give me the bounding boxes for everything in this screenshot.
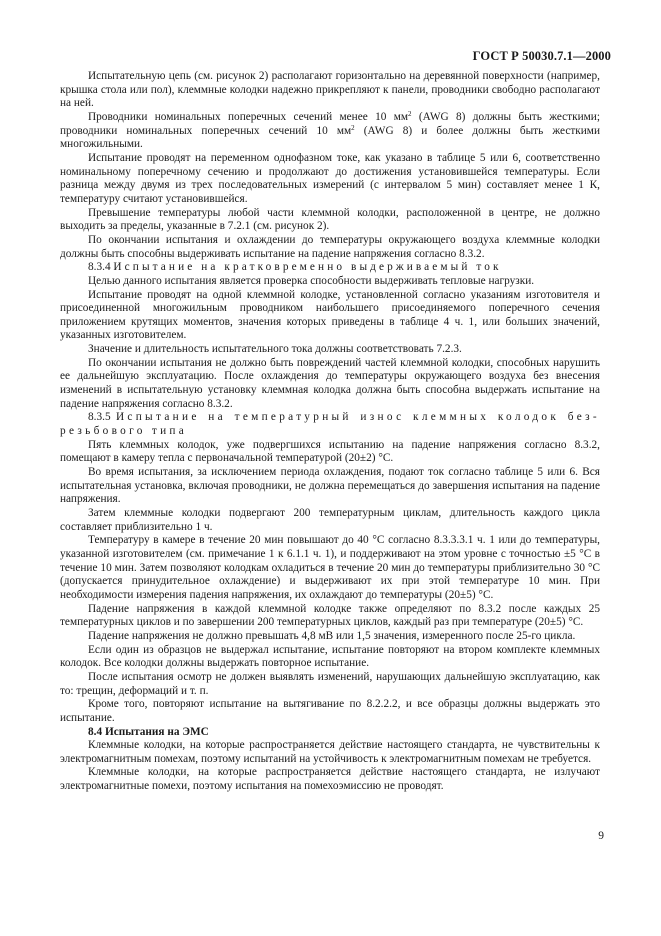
paragraph: Если один из образцов не выдержал испытание, испытание повторяют на втором комплекте клеммных колодок. Все колодки должны выдержать повторное испытание. <box>60 643 600 670</box>
section-title: Испытание на кратковременно выдерживаемый ток <box>113 261 502 274</box>
paragraph: Значение и длительность испытательного тока должны соответствовать 7.2.3. <box>88 343 462 356</box>
paragraph: Клеммные колодки, на которые распространяется действие настоящего стандарта, не излучают электромагнитные помехи, поэтому испытания на помехоэмиссию не проводят. <box>60 766 600 793</box>
superscript: 2 <box>408 109 412 118</box>
document-header: ГОСТ Р 50030.7.1—2000 <box>472 49 611 63</box>
paragraph: По окончании испытания и охлаждении до температуры окружающего воздуха клеммные колодки должны быть способны выдерживать испытание на падение напряжения согласно 8.3.2. <box>60 233 600 260</box>
section-title: резьбового типа <box>60 425 188 438</box>
section-heading-8-3-5 <box>60 411 600 425</box>
paragraph <box>60 111 600 152</box>
text-run: Проводники номинальных поперечных сечений менее 10 мм <box>88 110 409 123</box>
paragraph: Испытательную цепь (см. рисунок 2) располагают горизонтально на деревянной поверхности (например, крышка стола или пол), клеммные колодки надежно прикрепляют к панели, проводники свободно располагают на ней. <box>60 70 600 110</box>
paragraph: По окончании испытания не должно быть повреждений частей клеммной колодки, способных нарушить ее дальнейшую эксплуатацию. После охлаждения до температуры окружающего воздуха без внесения изменений в испытательную установку клеммная колодка должна быть способна выдержать испытание на падение напряжения согласно 8.3.2. <box>60 356 600 410</box>
page-number: 9 <box>598 830 604 842</box>
paragraph: Затем клеммные колодки подвергают 200 температурным циклам, длительность каждого цикла составляет приблизительно 1 ч. <box>60 507 600 533</box>
paragraph: Испытание проводят на переменном однофазном токе, как указано в таблице 5 или 6, соответственно номинальному поперечному сечению и продолжают до достижения установившейся температуры. Если разница между двумя из трех последовательных измерений (с интервалом 5 мин) составляет менее 1 К, температуру считают установившейся. <box>60 151 600 205</box>
paragraph: Температуру в камере в течение 20 мин повышают до 40 °С согласно 8.3.3.3.1 ч. 1 или до температуры, указанной изготовителем (см. примечание 1 к 6.1.1 ч. 1), и поддерживают на этом уровне с точностью ±5 °С в течение 10 мин. Затем позволяют колодкам охладиться в течение 20 мин до температуры приблизительно 30 °С (допускается принудительное охлаждение) и выдерживают их при этой температуре 10 мин. При необходимости измерения падения напряжения, их охлаждают до температуры (20±5) °С. <box>60 534 600 601</box>
section-number: 8.3.5 <box>88 411 116 424</box>
section-title-continuation <box>60 425 600 439</box>
paragraph: Испытание проводят на одной клеммной колодке, установленной согласно указаниям изготовителя и присоединенной многожильным проводником наибольшего присоединяемого поперечного сечения приложением крутящих моментов, значения которых приведены в таблице 4 ч. 1, или больших значений, указанных изготовителем. <box>60 288 600 342</box>
section-heading-8-4: 8.4 Испытания на ЭМС <box>88 725 209 738</box>
section-number: 8.3.4 <box>88 261 114 274</box>
paragraph: Во время испытания, за исключением периода охлаждения, подают ток согласно таблице 5 или 6. Вся испытательная установка, включая проводники, не должна перемещаться до завершения испытания на падение напряжения. <box>60 466 600 506</box>
paragraph: Кроме того, повторяют испытание на вытягивание по 8.2.2.2, и все образцы должны выдержать это испытание. <box>60 698 600 724</box>
superscript: 2 <box>351 123 355 132</box>
section-title: Испытание на температурный износ клеммных колодок без- <box>115 411 600 424</box>
paragraph: Пять клеммных колодок, уже подвергшихся испытанию на падение напряжения согласно 8.3.2, помещают в камеру тепла с первоначальной температурой (20±2) °С. <box>60 438 600 465</box>
text-run: (AWG 8) и более должны быть жесткими многожильными. <box>60 124 601 151</box>
paragraph: Падение напряжения не должно превышать 4,8 мВ или 1,5 значения, измеренного после 25-го цикла. <box>88 629 576 642</box>
text-run: (AWG 8) должны быть жесткими; проводники номинальных поперечных сечений 10 мм <box>60 110 600 137</box>
paragraph: Целью данного испытания является проверка способности выдерживать тепловые нагрузки. <box>88 274 535 287</box>
paragraph: После испытания осмотр не должен выявлять изменений, нарушающих дальнейшую эксплуатацию, как то: трещин, деформаций и т. п. <box>60 670 600 697</box>
paragraph: Превышение температуры любой части клеммной колодки, расположенной в центре, не должно выходить за пределы, указанные в 7.2.1 (см. рисунок 2). <box>60 206 600 233</box>
section-heading-8-3-4 <box>60 261 600 275</box>
paragraph: Клеммные колодки, на которые распространяется действие настоящего стандарта, не чувствительны к электромагнитным помехам, поэтому испытаний на устойчивость к электромагнитным помехам не требуется. <box>60 739 600 765</box>
page-body <box>60 70 600 794</box>
paragraph: Падение напряжения в каждой клеммной колодке также определяют по 8.3.2 после каждых 25 температурных циклов и по завершении 200 температурных циклов, каждый раз при температуре (20±5) °С. <box>60 602 600 629</box>
